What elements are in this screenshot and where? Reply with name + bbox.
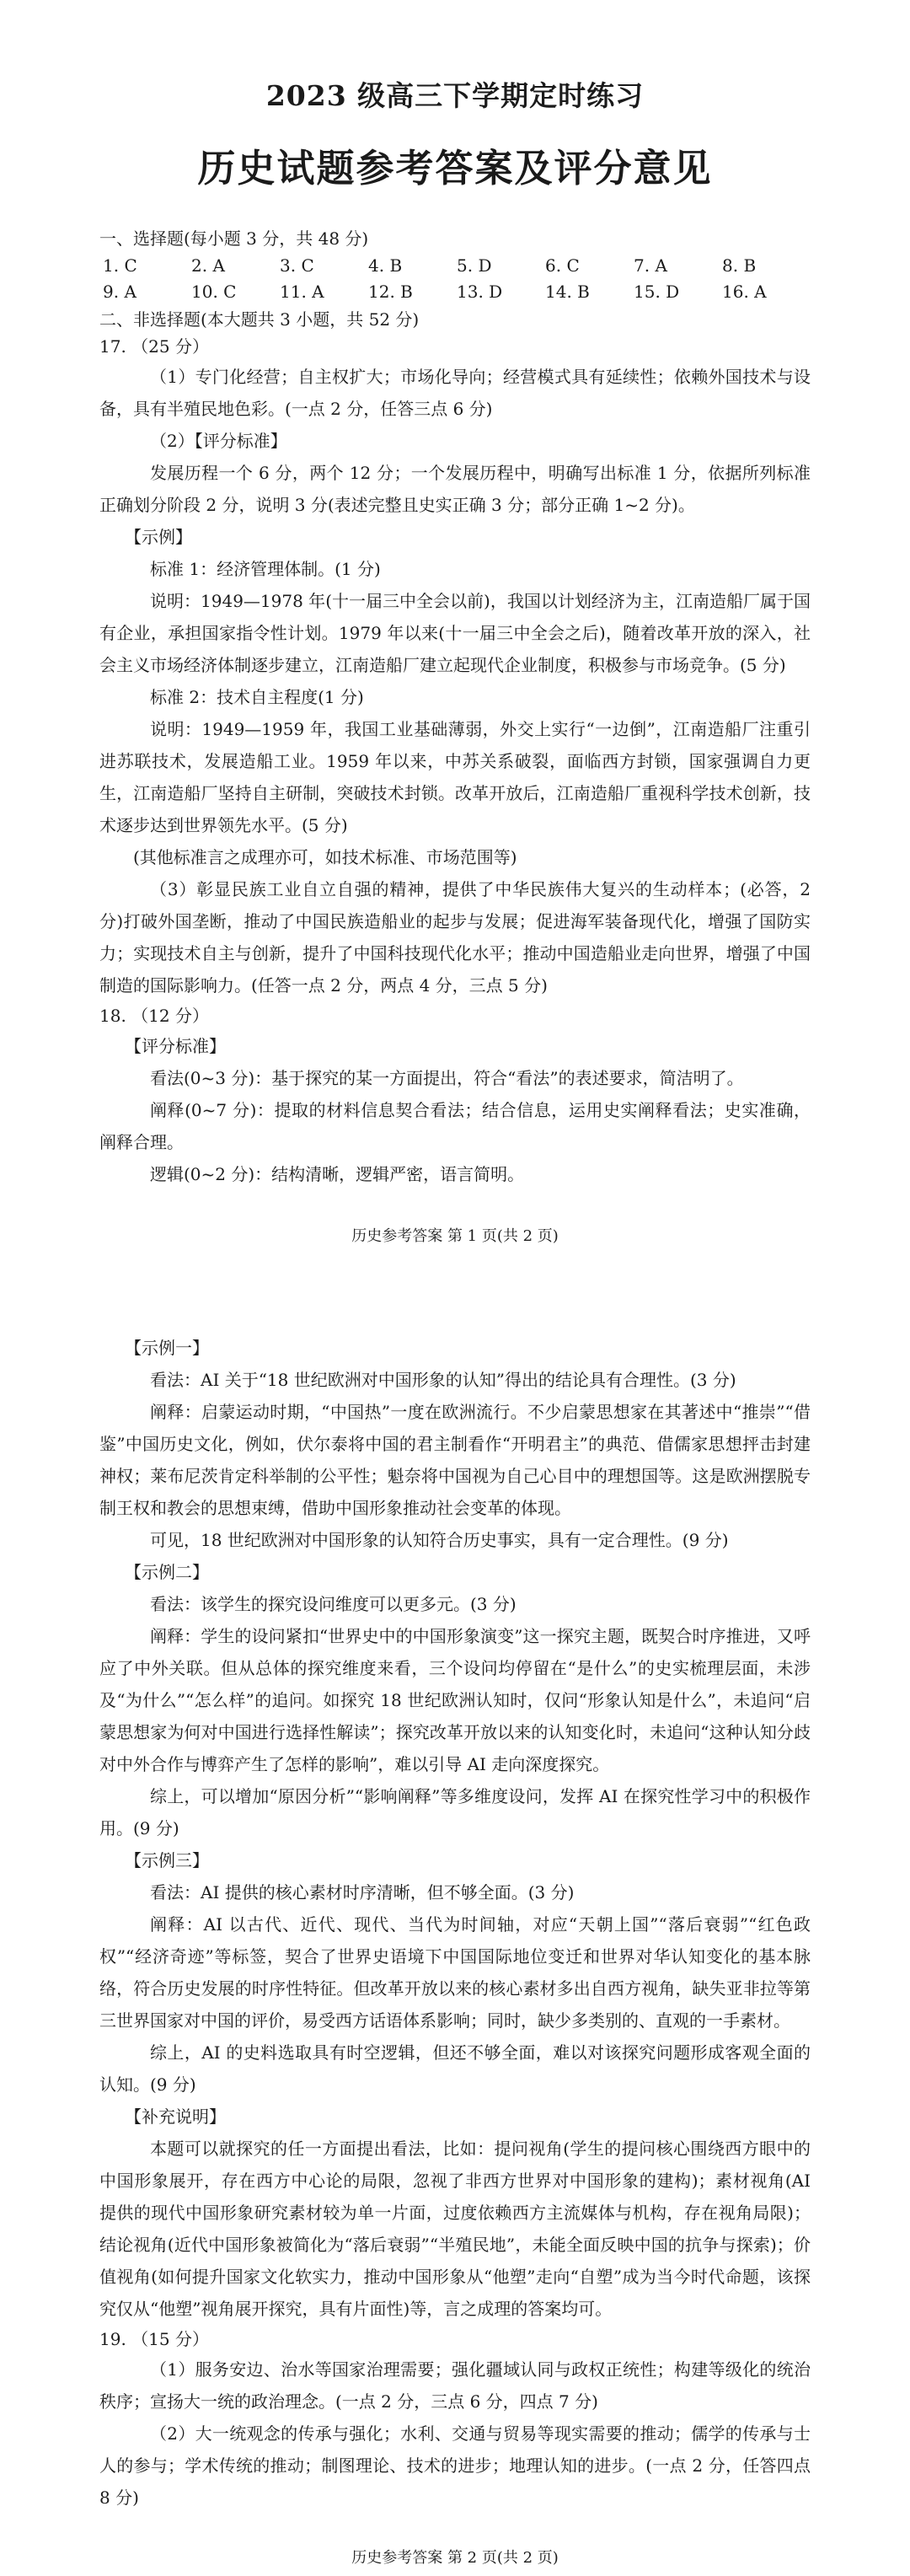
q17-standard-2-explanation: 说明：1949—1959 年，我国工业基础薄弱，外交上实行“一边倒”，江南造船厂注重引进苏联技术，发展造船工业。1959 年以来，中苏关系破裂，面临西方封锁，国家强调自力更生，江南造船厂坚持自主研制，突破技术封锁。改革开放后，江南造船厂重视科学技术创新，技术逐步达到世界领先水平。(5 分) bbox=[99, 719, 811, 835]
section-heading-choice: 一、选择题(每小题 3 分，共 48 分) bbox=[99, 228, 369, 249]
q18-example-3-explanation: 阐释：AI 以古代、近代、现代、当代为时间轴，对应“天朝上国”“落后衰弱”“红色政权”“经济奇迹”等标签，契合了世界史语境下中国国际地位变迁和世界对华认知变化的基本脉络，符合历史发展的时序性特征。但改革开放以来的核心素材多出自西方视角，缺失亚非拉等第三世界国家对中国的评价，易受西方话语体系影响；同时，缺少多类别的、直观的一手素材。 bbox=[99, 1914, 811, 2031]
section-heading-nonchoice: 二、非选择题(本大题共 3 小题，共 52 分) bbox=[99, 309, 420, 330]
choice-answer: 11. A bbox=[280, 282, 324, 302]
choice-answer: 3. C bbox=[280, 255, 314, 276]
document-title: 历史试题参考答案及评分意见 bbox=[197, 146, 713, 191]
choice-answer: 14. B bbox=[545, 282, 590, 302]
q17-other-standards-note: (其他标准言之成理亦可，如技术标准、市场范围等) bbox=[133, 847, 517, 867]
q18-example-1-conclusion: 可见，18 世纪欧洲对中国形象的认知符合历史事实，具有一定合理性。(9 分) bbox=[150, 1530, 729, 1550]
q18-view-criteria: 看法(0~3 分)：基于探究的某一方面提出，符合“看法”的表述要求，简洁明了。 bbox=[150, 1068, 744, 1088]
answer-page-2 bbox=[0, 1332, 910, 2576]
q18-explanation-criteria: 阐释(0~7 分)：提取的材料信息契合看法；结合信息，运用史实阐释看法；史实准确，阐释合理。 bbox=[99, 1100, 811, 1152]
q18-example-2-view: 看法：该学生的探究设问维度可以更多元。(3 分) bbox=[150, 1594, 517, 1614]
q18-example-2-conclusion: 综上，可以增加“原因分析”“影响阐释”等多维度设问，发挥 AI 在探究性学习中的积极作用。(9 分) bbox=[99, 1786, 811, 1838]
question-18-number: 18. （12 分） bbox=[99, 1006, 209, 1026]
choice-answer: 6. C bbox=[545, 255, 580, 276]
choice-answer-grid bbox=[103, 253, 811, 305]
q18-supplement-text: 本题可以就探究的任一方面提出看法，比如：提问视角(学生的提问核心围绕西方眼中的中国形象展开，存在西方中心论的局限，忽视了非西方世界对中国形象的建构)；素材视角(AI 提供的现代中国形象研究素材较为单一片面，过度依赖西方主流媒体与机构，存在视角局限)；结论视角(近代中国形象被简化为“落后衰弱”“半殖民地”，未能全面反映中国的抗争与探索)；价值视角(如何提升国家文化软实力，推动中国形象从“他塑”走向“自塑”成为当今时代命题，该探究仅从“他塑”视角展开探究，具有片面性)等，言之成理的答案均可。 bbox=[99, 2139, 811, 2319]
q19-part2-answer: （2）大一统观念的传承与强化；水利、交通与贸易等现实需要的推动；儒学的传承与士人的参与；学术传统的推动；制图理论、技术的进步；地理认知的进步。(一点 2 分，任答四点 8 分) bbox=[99, 2423, 811, 2508]
q18-scoring-heading: 【评分标准】 bbox=[125, 1036, 226, 1056]
choice-answer: 4. B bbox=[368, 255, 403, 276]
page-footer: 历史参考答案 第 2 页(共 2 页) bbox=[351, 2549, 559, 2567]
choice-answer: 8. B bbox=[722, 255, 757, 276]
q18-logic-criteria: 逻辑(0~2 分)：结构清晰，逻辑严密，语言简明。 bbox=[150, 1164, 525, 1184]
choice-answer: 13. D bbox=[457, 282, 503, 302]
q17-part1-answer: （1）专门化经营；自主权扩大；市场化导向；经营模式具有延续性；依赖外国技术与设备，具有半殖民地色彩。(一点 2 分，任答三点 6 分) bbox=[99, 367, 811, 419]
q19-part1-answer: （1）服务安边、治水等国家治理需要；强化疆域认同与政权正统性；构建等级化的统治秩序；宣扬大一统的政治理念。(一点 2 分，三点 6 分，四点 7 分) bbox=[99, 2359, 811, 2412]
q18-example-1-heading: 【示例一】 bbox=[125, 1338, 209, 1358]
exam-title: 2023 级高三下学期定时练习 bbox=[265, 79, 645, 112]
choice-answer: 7. A bbox=[634, 255, 667, 276]
answer-page-1 bbox=[0, 0, 910, 1256]
choice-answer: 10. C bbox=[191, 282, 237, 302]
q18-example-1-explanation: 阐释：启蒙运动时期，“中国热”一度在欧洲流行。不少启蒙思想家在其著述中“推崇”“借鉴”中国历史文化，例如，伏尔泰将中国的君主制看作“开明君主”的典范、借儒家思想抨击封建神权；莱布尼茨肯定科举制的公平性；魁奈将中国视为自己心目中的理想国等。这是欧洲摆脱专制王权和教会的思想束缚，借助中国形象推动社会变革的体现。 bbox=[99, 1402, 811, 1518]
question-17-number: 17. （25 分） bbox=[99, 336, 209, 357]
choice-answer: 1. C bbox=[103, 255, 137, 276]
q18-example-1-view: 看法：AI 关于“18 世纪欧洲对中国形象的认知”得出的结论具有合理性。(3 分) bbox=[150, 1370, 736, 1390]
q17-standard-1: 标准 1：经济管理体制。(1 分) bbox=[150, 559, 381, 579]
choice-answer: 16. A bbox=[722, 282, 767, 302]
q18-example-3-heading: 【示例三】 bbox=[125, 1850, 209, 1870]
choice-answer: 12. B bbox=[368, 282, 413, 302]
q17-scoring-standard: 发展历程一个 6 分，两个 12 分；一个发展历程中，明确写出标准 1 分，依据所列标准正确划分阶段 2 分，说明 3 分(表述完整且史实正确 3 分；部分正确 1~2 分)。 bbox=[99, 463, 811, 515]
page-footer: 历史参考答案 第 1 页(共 2 页) bbox=[351, 1227, 559, 1245]
choice-answer: 2. A bbox=[191, 255, 225, 276]
q18-example-2-explanation: 阐释：学生的设问紧扣“世界史中的中国形象演变”这一探究主题，既契合时序推进，又呼应了中外关联。但从总体的探究维度来看，三个设问均停留在“是什么”的史实梳理层面，未涉及“为什么”“怎么样”的追问。如探究 18 世纪欧洲认知时，仅问“形象认知是什么”，未追问“启蒙思想家为何对中国进行选择性解读”；探究改革开放以来的认知变化时，未追问“这种认知分歧对中外合作与博弈产生了怎样的影响”，难以引导 AI 走向深度探究。 bbox=[99, 1626, 811, 1774]
choice-answer: 5. D bbox=[457, 255, 492, 276]
choice-answer: 15. D bbox=[634, 282, 680, 302]
q18-example-2-heading: 【示例二】 bbox=[125, 1562, 209, 1582]
q17-part3-answer: （3）彰显民族工业自立自强的精神，提供了中华民族伟大复兴的生动样本；(必答，2 分)打破外国垄断，推动了中国民族造船业的起步与发展；促进海军装备现代化，增强了国防实力；实现技术自主与创新，提升了中国科技现代化水平；推动中国造船业走向世界，增强了中国制造的国际影响力。(任答一点 2 分，两点 4 分，三点 5 分) bbox=[99, 879, 811, 996]
q17-example-heading: 【示例】 bbox=[125, 527, 192, 547]
q18-example-3-conclusion: 综上，AI 的史料选取具有时空逻辑，但还不够全面，难以对该探究问题形成客观全面的认知。(9 分) bbox=[99, 2042, 811, 2095]
q17-standard-2: 标准 2：技术自主程度(1 分) bbox=[150, 687, 364, 707]
q17-part2-heading: （2）【评分标准】 bbox=[150, 431, 287, 451]
choice-answer: 9. A bbox=[103, 282, 136, 302]
q18-supplement-heading: 【补充说明】 bbox=[125, 2106, 226, 2127]
q18-example-3-view: 看法：AI 提供的核心素材时序清晰，但不够全面。(3 分) bbox=[150, 1882, 575, 1902]
question-19-number: 19. （15 分） bbox=[99, 2329, 209, 2349]
q17-standard-1-explanation: 说明：1949—1978 年(十一届三中全会以前)，我国以计划经济为主，江南造船厂属于国有企业，承担国家指令性计划。1979 年以来(十一届三中全会之后)，随着改革开放的深入，社会主义市场经济体制逐步建立，江南造船厂建立起现代企业制度，积极参与市场竞争。(5 分) bbox=[99, 591, 811, 675]
